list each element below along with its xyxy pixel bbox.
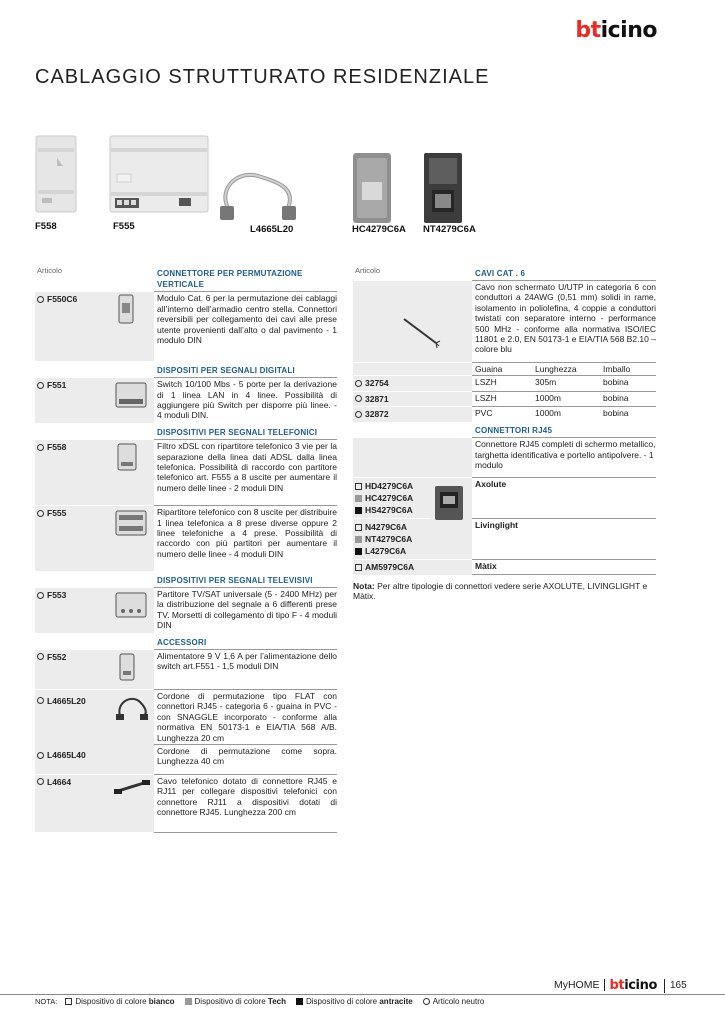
table-row bbox=[35, 649, 337, 689]
bianco-square-icon bbox=[355, 524, 362, 531]
antracite-square-icon bbox=[355, 507, 362, 514]
article-code: HD4279C6A bbox=[365, 481, 414, 492]
spec-lunghezza: 305m bbox=[532, 376, 600, 391]
article-code: 32872 bbox=[365, 409, 389, 420]
article-description: Ripartitore telefonico con 8 uscite per distribuire 1 linea telefonica a 8 prese diverse oppure 2 linee telefoniche a 4 prese. Possibilità di raccordo con più partitori per aumentare il numero delle linee - 4 moduli DIN bbox=[154, 506, 337, 572]
table-row bbox=[35, 744, 337, 774]
hc4279c6a-photo bbox=[352, 152, 392, 224]
category-row bbox=[353, 422, 656, 438]
phone-cable-icon bbox=[114, 777, 150, 797]
category-heading: DISPOSITIVI PER SEGNALI TELEFONICI bbox=[157, 427, 318, 437]
table-row bbox=[35, 440, 337, 506]
spec-imballo: bobina bbox=[600, 376, 656, 391]
category-row bbox=[35, 572, 337, 588]
table-row bbox=[353, 407, 656, 422]
f553-icon bbox=[114, 590, 148, 620]
category-heading: DISPOSITIVI PER SEGNALI TELEVISIVI bbox=[157, 575, 313, 585]
legend-item-tech: Dispositivo di colore Tech bbox=[185, 997, 286, 1006]
f550c6-icon bbox=[114, 294, 138, 324]
photo-label-f555: F555 bbox=[113, 221, 135, 232]
table-row bbox=[35, 292, 337, 362]
article-description: Switch 10/100 Mbs - 5 porte per la derivazione di 1 linea LAN in 4 linee. Possibilità di aggiungere più Switch per disporre più linee. - 4 moduli DIN. bbox=[154, 378, 337, 424]
photo-label-nt4279c6a: NT4279C6A bbox=[423, 224, 476, 235]
article-description: Cordone di permutazione come sopra. Lunghezza 40 cm bbox=[154, 744, 337, 774]
category-heading: CONNETTORI RJ45 bbox=[475, 426, 553, 436]
category-row bbox=[35, 634, 337, 650]
neutral-circle-icon bbox=[37, 653, 44, 660]
series-name: Axolute bbox=[472, 478, 656, 519]
neutral-circle-icon bbox=[37, 592, 44, 599]
tech-square-icon bbox=[355, 536, 362, 543]
spec-imballo: bobina bbox=[600, 407, 656, 422]
spec-guaina: LSZH bbox=[472, 391, 532, 406]
spec-imballo: bobina bbox=[600, 391, 656, 406]
photo-label-hc4279c6a: HC4279C6A bbox=[352, 224, 406, 235]
photo-label-f558: F558 bbox=[35, 221, 57, 232]
antracite-square-icon bbox=[355, 548, 362, 555]
article-code: F555 bbox=[47, 508, 67, 519]
category-row bbox=[35, 424, 337, 440]
article-code: F552 bbox=[47, 651, 67, 662]
l4665l20-photo bbox=[218, 168, 300, 224]
table-row bbox=[35, 378, 337, 424]
rj45-connector-icon bbox=[432, 484, 466, 524]
table-row bbox=[35, 506, 337, 572]
table-row bbox=[35, 588, 337, 634]
article-code: L4665L40 bbox=[47, 750, 86, 761]
article-code: F550C6 bbox=[47, 294, 78, 305]
photo-label-l4665l20: L4665L20 bbox=[250, 224, 294, 235]
series-name: Livinglight bbox=[472, 519, 656, 560]
article-description: Modulo Cat. 6 per la permutazione dei cablaggi all’interno dell’armadio centro stella. Connettori reversibili per collegamento dei cavi alle prese utente provenienti dall’alto o dal pavimento - 1 modulo DIN bbox=[154, 292, 337, 362]
article-code: L4664 bbox=[47, 776, 72, 787]
article-code: AM5979C6A bbox=[365, 562, 415, 573]
table-row bbox=[353, 438, 656, 478]
color-legend bbox=[35, 997, 490, 1006]
nt4279c6a-photo bbox=[423, 152, 463, 224]
table-row bbox=[353, 391, 656, 406]
col-header-guaina: Guaina bbox=[472, 362, 532, 375]
nota-text: Nota: Per altre tipologie di connettori vedere serie AXOLUTE, LIVINGLIGHT e Màtix. bbox=[353, 581, 648, 602]
article-code: F553 bbox=[47, 590, 67, 601]
article-code: L4279C6A bbox=[365, 546, 407, 557]
neutral-circle-icon bbox=[37, 296, 44, 303]
neutral-circle-icon bbox=[355, 395, 362, 402]
bianco-square-icon bbox=[65, 998, 72, 1005]
col-header-articolo: Articolo bbox=[355, 266, 381, 275]
category-heading: CAVI CAT . 6 bbox=[475, 268, 526, 278]
col-header-articolo: Articolo bbox=[37, 266, 63, 275]
f555-photo bbox=[109, 134, 209, 218]
legend-item-antracite: Dispositivo di colore antracite bbox=[296, 997, 413, 1006]
antracite-square-icon bbox=[296, 998, 303, 1005]
neutral-circle-icon bbox=[355, 380, 362, 387]
tech-square-icon bbox=[185, 998, 192, 1005]
category-heading: ACCESSORI bbox=[157, 637, 207, 647]
f552-icon bbox=[114, 652, 140, 682]
f558-photo bbox=[35, 134, 77, 216]
article-code: HC4279C6A bbox=[365, 493, 414, 504]
f551-icon bbox=[114, 380, 148, 410]
article-code: HS4279C6A bbox=[365, 505, 413, 516]
legend-label: NOTA: bbox=[35, 997, 58, 1006]
legend-item-neutro: Articolo neutro bbox=[423, 997, 485, 1006]
table-row bbox=[353, 560, 656, 575]
article-description: Connettore RJ45 completi di schermo metallico, targhetta identificativa e portello antipolvere. - 1 modulo bbox=[472, 438, 656, 478]
footer-myhome: MyHOME bbox=[554, 979, 606, 991]
article-code: F551 bbox=[47, 380, 67, 391]
neutral-circle-icon bbox=[355, 411, 362, 418]
bianco-square-icon bbox=[355, 564, 362, 571]
spec-guaina: PVC bbox=[472, 407, 532, 422]
col-header-imballo: Imballo bbox=[600, 362, 656, 375]
series-name: Màtix bbox=[472, 560, 656, 575]
footer-brand bbox=[554, 978, 657, 992]
left-product-table bbox=[35, 264, 337, 833]
neutral-circle-icon bbox=[37, 444, 44, 451]
article-code: F558 bbox=[47, 442, 67, 453]
article-code: NT4279C6A bbox=[365, 534, 413, 545]
neutral-circle-icon bbox=[37, 697, 44, 704]
neutral-circle-icon bbox=[37, 778, 44, 785]
article-description: Cavo telefonico dotato di connettore RJ45 e RJ11 per collegare dispositivi telefonici con connettore RJ11 a dispositivi dotati di connettore RJ45. Lunghezza 200 cm bbox=[154, 774, 337, 832]
table-row bbox=[353, 280, 656, 362]
spec-lunghezza: 1000m bbox=[532, 391, 600, 406]
article-code: N4279C6A bbox=[365, 522, 408, 533]
article-code: 32871 bbox=[365, 393, 389, 404]
article-description: Partitore TV/SAT universale (5 - 2400 MHz) per la distribuzione del segnale a 6 differenti prese TV. Morsetti di collegamento di tipo F - 4 moduli DIN bbox=[154, 588, 337, 634]
bticino-logo: bticino bbox=[575, 18, 657, 43]
table-row bbox=[353, 376, 656, 391]
spec-header-row bbox=[353, 362, 656, 375]
category-row bbox=[35, 362, 337, 378]
article-code: 32754 bbox=[365, 378, 389, 389]
col-header-lunghezza: Lunghezza bbox=[532, 362, 600, 375]
tech-square-icon bbox=[355, 495, 362, 502]
category-row bbox=[35, 265, 337, 292]
legend-item-bianco: Dispositivo di colore bianco bbox=[65, 997, 174, 1006]
article-code: L4665L20 bbox=[47, 695, 86, 706]
bianco-square-icon bbox=[355, 483, 362, 490]
patch-cord-icon bbox=[114, 692, 150, 722]
article-description: Filtro xDSL con ripartitore telefonico 3 vie per la separazione della linea dati ADSL dalla linea telefonica. Possibilità di raccordo con partitore telefonico art. F555 a 8 uscite per aumentare il numero delle linee - 2 moduli DIN bbox=[154, 440, 337, 506]
f555-icon bbox=[114, 508, 148, 538]
category-heading: CONNETTORE PER PERMUTAZIONE VERTICALE bbox=[157, 268, 303, 289]
table-row bbox=[35, 689, 337, 744]
article-description: Cavo non schermato U/UTP in categoria 6 con conduttori a 24AWG (0,51 mm) solidi in rame, isolamento in poliolefina, 4 coppie a conduttori twistati con separatore interno - performance 500 MHz - conforme alla normativa ISO/IEC 11801 e 2.0, EN 50173-1 e EIA/TIA 568 B2.10 – colore blu bbox=[472, 280, 656, 362]
spec-lunghezza: 1000m bbox=[532, 407, 600, 422]
table-row bbox=[353, 478, 656, 519]
f558-icon bbox=[114, 442, 140, 472]
neutral-circle-icon bbox=[423, 998, 430, 1005]
neutral-circle-icon bbox=[37, 752, 44, 759]
neutral-circle-icon bbox=[37, 382, 44, 389]
footer-bticino-logo: bticino bbox=[609, 977, 657, 993]
table-row bbox=[35, 774, 337, 832]
cable-icon bbox=[402, 311, 442, 351]
page-title: CABLAGGIO STRUTTURATO RESIDENZIALE bbox=[35, 66, 490, 88]
category-row bbox=[353, 265, 656, 281]
page-number: 165 bbox=[664, 979, 687, 993]
category-heading: DISPOSITI PER SEGNALI DIGITALI bbox=[157, 365, 295, 375]
right-product-table bbox=[353, 264, 656, 601]
table-row bbox=[353, 519, 656, 560]
footer-divider bbox=[0, 994, 725, 995]
spec-guaina: LSZH bbox=[472, 376, 532, 391]
article-description: Alimentatore 9 V 1,6 A per l’alimentazione dello switch art.F551 - 1,5 moduli DIN bbox=[154, 649, 337, 689]
article-description: Cordone di permutazione tipo FLAT con connettori RJ45 - categoria 6 - guaina in PVC - con SNAGGLE incorporato - conforme alla normativa EN 50173-1 e EIA/TIA 568 A/B. Lunghezza 20 cm bbox=[154, 689, 337, 744]
neutral-circle-icon bbox=[37, 510, 44, 517]
